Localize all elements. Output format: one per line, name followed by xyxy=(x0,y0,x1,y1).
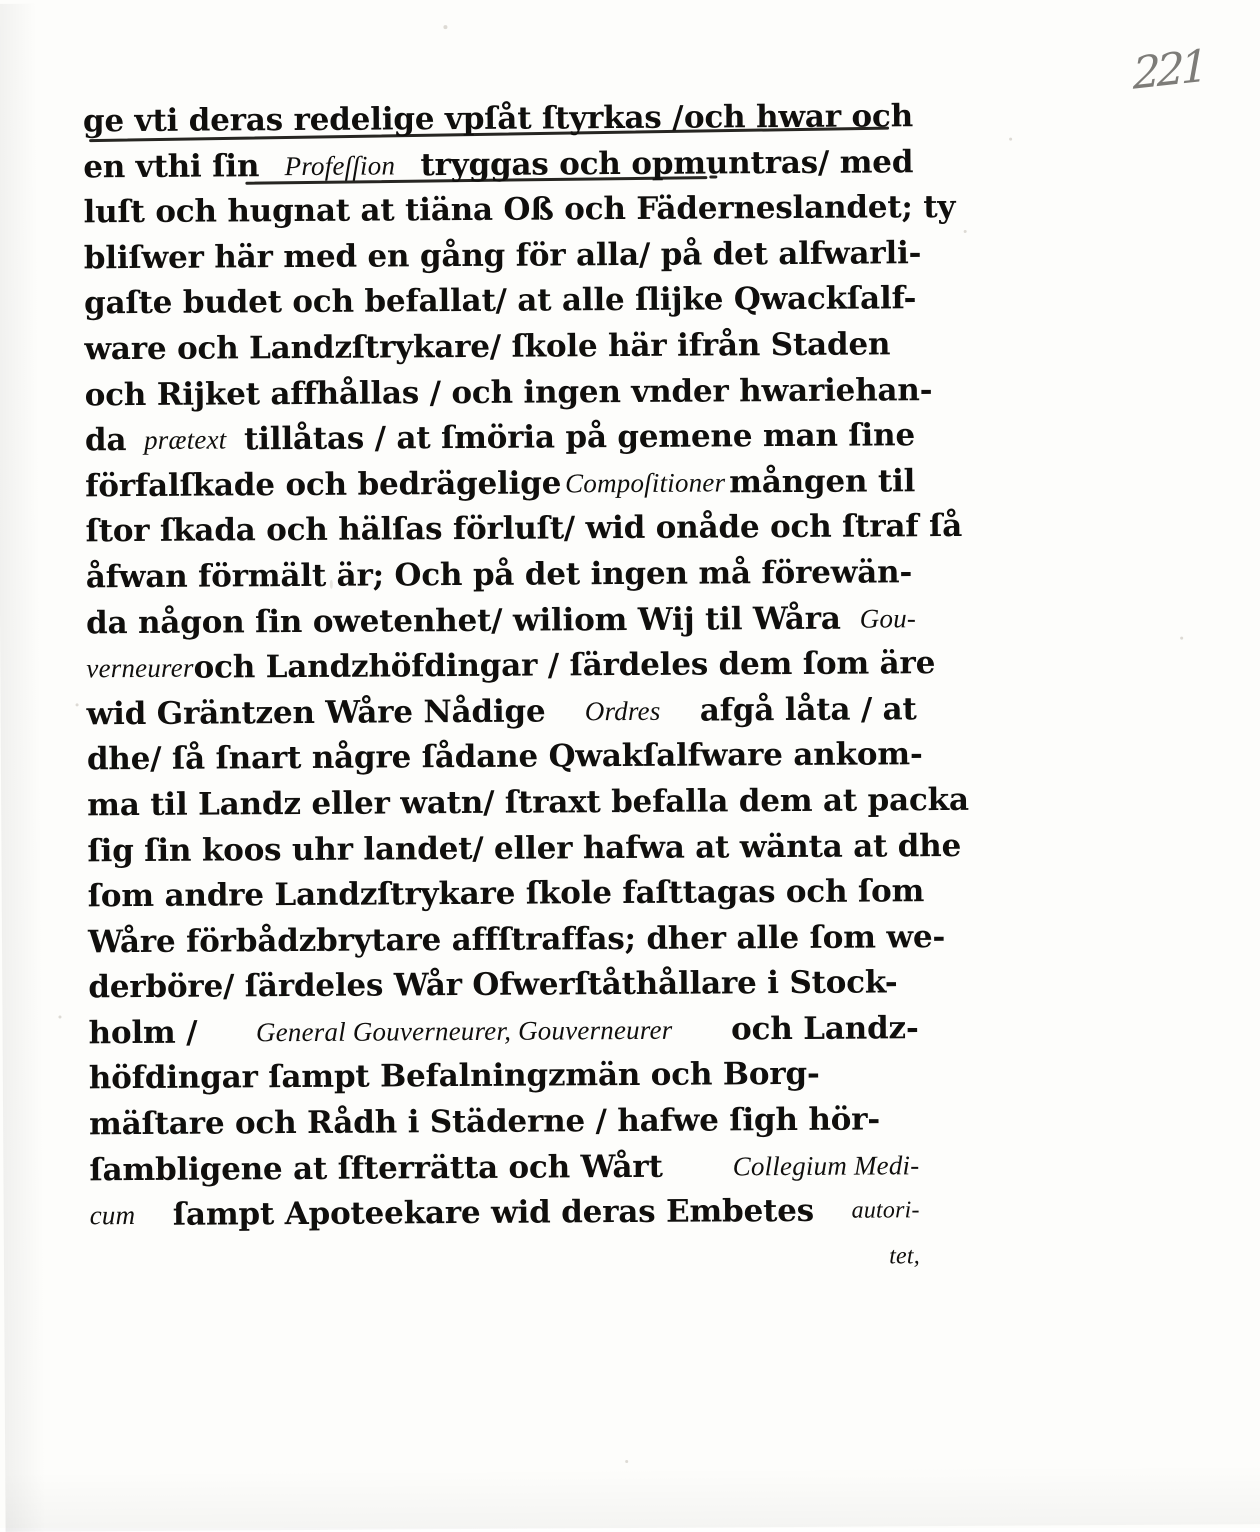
latin-italic-run: verneurer xyxy=(86,652,194,684)
scan-speckle xyxy=(76,703,79,706)
blackletter-run: höfdingar ſampt Befalningzmän och Borg- xyxy=(88,1056,820,1097)
scan-speckle xyxy=(443,25,447,29)
latin-italic-run: Ordres xyxy=(584,695,661,726)
text-line xyxy=(87,915,946,966)
folio-number: 221 xyxy=(1132,40,1205,100)
latin-italic-run: cum xyxy=(89,1200,136,1231)
text-line xyxy=(89,1097,919,1148)
text-line xyxy=(85,505,963,556)
text-line xyxy=(84,368,933,419)
text-line xyxy=(88,961,918,1012)
blackletter-run: derböre/ ſärdeles Wår Ofwerſtåthållare i Stock- xyxy=(88,964,898,1006)
blackletter-run: luſt och hugnat at tiäna Oß och Fäderneslandet; ty xyxy=(83,189,956,231)
blackletter-run: ſampt Apoteekare wid deras Embetes xyxy=(172,1193,815,1234)
latin-italic-run: Gou- xyxy=(859,602,917,634)
text-line xyxy=(88,1006,918,1057)
blackletter-run: ſom andre Landzſtrykare ſkole faſttagas och ſom xyxy=(87,873,925,915)
scan-speckle xyxy=(964,230,967,233)
text-line xyxy=(86,550,916,601)
blackletter-run: ſig ſin koos uhr landet/ eller hafwa at wänta at dhe xyxy=(87,827,962,869)
text-line xyxy=(86,641,936,692)
text-line xyxy=(87,824,962,875)
text-line xyxy=(89,1143,919,1194)
text-line xyxy=(86,733,923,784)
blackletter-run: da xyxy=(84,422,127,459)
bottom-shadow xyxy=(5,1464,1260,1532)
blackletter-run: ware och Landzſtrykare/ ſkole här ifrån Staden xyxy=(84,326,891,368)
blackletter-run: ge vti deras redelige vpſåt ſtyrkas / xyxy=(82,99,684,140)
text-line xyxy=(86,687,916,738)
latin-italic-run: Compoſitioner xyxy=(565,467,726,499)
blackletter-run: och Landz- xyxy=(730,1010,919,1048)
blackletter-run: tillåtas / at ſmöria på gemene man ſine xyxy=(244,417,916,458)
blackletter-run: åfwan förmält är; Och på det ingen må förewän- xyxy=(85,554,913,596)
text-line xyxy=(83,94,913,145)
blackletter-run: och Landzhöfdingar / ſärdeles dem ſom äre xyxy=(193,645,936,686)
text-line xyxy=(87,869,925,920)
latin-italic-run: autori- xyxy=(851,1197,920,1224)
blackletter-run: afgå låta / at xyxy=(699,690,917,729)
blackletter-run: wid Gräntzen Wåre Nådige xyxy=(86,693,546,733)
text-line xyxy=(85,413,915,464)
text-line xyxy=(90,1188,920,1239)
blackletter-run: holm / xyxy=(88,1014,198,1052)
blackletter-run: ma til Landz eller watn/ ſtraxt befalla dem at packa xyxy=(87,781,969,824)
blackletter-run: och hwar och xyxy=(683,98,914,136)
text-line xyxy=(89,1052,919,1103)
scan-speckle xyxy=(1009,138,1012,141)
body-text-block xyxy=(82,94,969,1284)
blackletter-run: ſtor ſkada och hälſas förluſt/ wid onåde och ſtraf ſå xyxy=(85,508,963,550)
blackletter-run: och Rijket affhållas / och ingen vnder hwariehan- xyxy=(84,371,933,413)
text-line xyxy=(83,140,913,191)
blackletter-run: bliſwer här med en gång för alla/ på det alfwarli- xyxy=(83,234,922,277)
blackletter-run: mången til xyxy=(729,463,916,501)
blackletter-run: en vthi ſin xyxy=(83,147,260,185)
blackletter-run: förfalſkade och bedrägelige xyxy=(85,465,562,505)
text-line xyxy=(83,185,956,236)
gutter-shadow xyxy=(0,4,46,1532)
blackletter-run: Wåre förbådzbrytare affſtraffas; dher alle ſom we- xyxy=(87,918,946,961)
text-line xyxy=(84,322,914,373)
scan-speckle xyxy=(1180,637,1183,640)
latin-italic-run: Collegium Medi- xyxy=(732,1149,920,1182)
latin-italic-run: prætext xyxy=(143,424,227,456)
scan-speckle xyxy=(330,580,333,589)
latin-italic-run: General Gouverneurer, Gouverneurer xyxy=(255,1014,673,1048)
text-line xyxy=(83,231,922,282)
text-line xyxy=(85,459,915,510)
scan-speckle xyxy=(58,1015,61,1018)
blackletter-run: gaſte budet och befallat/ at alle ſlijke Qwackſalf- xyxy=(84,280,917,322)
latin-italic-run: Profeſſion xyxy=(284,150,396,181)
blackletter-run: dhe/ ſå ſnart någre ſådane Qwakſalfware ankom- xyxy=(86,736,923,778)
blackletter-run: ſambligene at ſfterrätta och Wårt xyxy=(89,1148,663,1188)
text-line xyxy=(84,277,917,328)
text-line xyxy=(86,596,916,647)
text-line xyxy=(90,1234,920,1285)
text-line xyxy=(87,778,969,829)
latin-italic-run: tet, xyxy=(889,1243,921,1270)
blackletter-run: da någon ſin owetenhet/ wiliom Wij til Wåra xyxy=(85,600,841,641)
blackletter-run: tryggas och opmuntras/ med xyxy=(420,143,914,183)
scan-speckle xyxy=(625,1460,628,1463)
blackletter-run: mäſtare och Rådh i Städerne / hafwe ſigh hör- xyxy=(89,1101,881,1143)
